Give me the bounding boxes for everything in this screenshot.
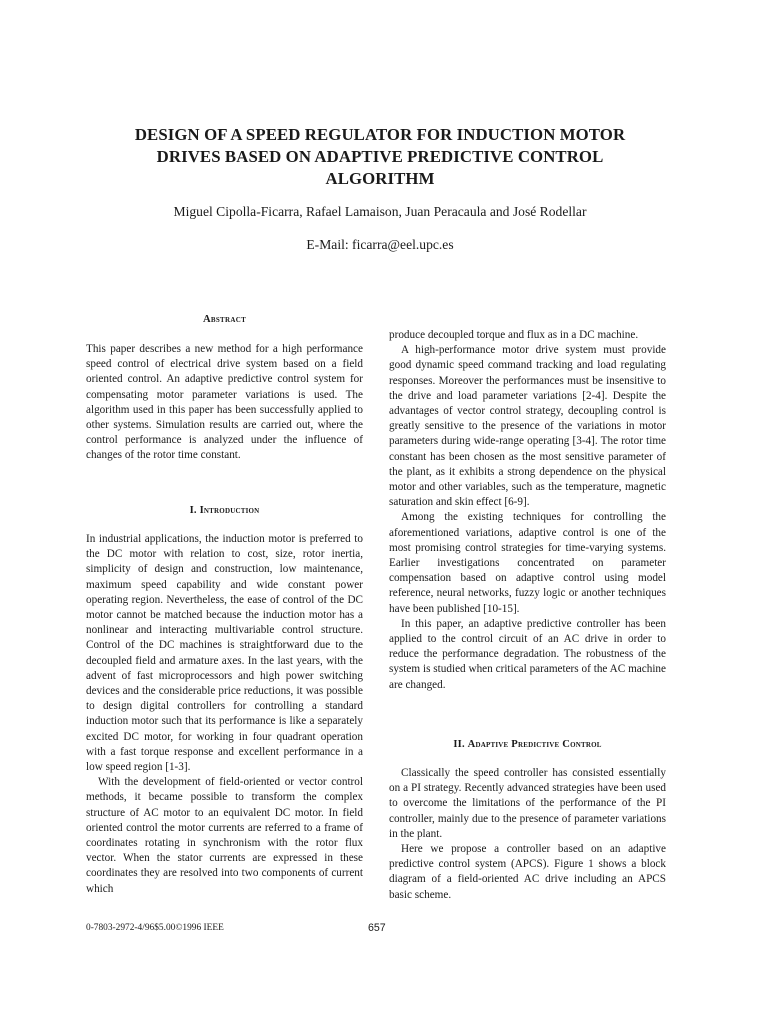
author-list: Miguel Cipolla-Ficarra, Rafael Lamaison, Juan Peracaula and José Rodellar xyxy=(173,204,587,219)
page-number: 657 xyxy=(368,922,386,934)
right-paragraph-4: In this paper, an adaptive predictive controller has been applied to the control circuit of an AC drive in order to reduce the performance degradation. The robustness of the system is studied when critical parameters of the AC machine are changed. xyxy=(389,617,666,691)
section-2-body xyxy=(389,766,666,903)
contact-email: E-Mail: ficarra@eel.upc.es xyxy=(306,237,454,252)
right-paragraph-2: A high-performance motor drive system must provide good dynamic speed command tracking and load regulating responses. Moreover the performances must be insensitive to the drive and load parameter variations [2-4]. Despite the advantages of vector control strategy, decoupling control is greatly sensitive to the presence of the variations in motor parameters during wide-range operating [3-4]. The rotor time constant has been chosen as the most sensitive parameter of the plant, as it exhibits a strong dependence on the physical motor and other variables, such as the temperature, magnetic saturation and skin effect [6-9]. xyxy=(389,344,666,509)
section-1-heading xyxy=(86,503,363,518)
title-line-1: DESIGN OF A SPEED REGULATOR FOR INDUCTION MOTOR xyxy=(134,125,626,144)
abstract-body xyxy=(86,342,363,464)
section-1-body xyxy=(86,532,363,897)
right-paragraph-1: produce decoupled torque and flux as in a DC machine. xyxy=(389,329,639,341)
abstract-heading: Abstract xyxy=(202,314,247,325)
section-2-title: Adaptive Predictive Control xyxy=(467,739,602,750)
section-1-paragraph-2: With the development of field-oriented or vector control methods, it became possible to transform the complex structure of AC motor to an equivalent DC motor. In field oriented control the motor currents are referred to a frame of coordinates rotating in synchronism with the rotor flux vector. When the stator currents are expressed in these coordinates they are resolved into two components of current which xyxy=(86,776,363,895)
section-1-paragraph-1: In industrial applications, the induction motor is preferred to the DC motor with relation to cost, size, rotor inertia, simplicity of design and construction, low maintenance, maximum speed capability and wide constant power operating region. Nevertheless, the ease of control of the DC motor cannot be matched because the induction motor has a nonlinear and interacting multivariable control structure. Control of the DC machines is straightforward due to the decoupled field and armature axes. In the last years, with the advent of fast microprocessors and high power switching devices and the considerable price reductions, it was possible to design digital controllers for controlling a standard induction motor such that its performance is like a separately excited DC motor, for working in four quadrant operation with a fast torque response and excellent performance in a low speed region [1-3]. xyxy=(86,533,363,774)
section-1-number: I. xyxy=(189,505,197,516)
title-line-2: DRIVES BASED ON ADAPTIVE PREDICTIVE CONTROL xyxy=(156,147,604,166)
abstract-text: This paper describes a new method for a high performance speed control of electrical drive system based on a field oriented control. An adaptive predictive control system for compensating motor parameter variations is used. The algorithm used in this paper has been successfully applied to other systems. Simulation results are carried out, where the control performance is analyzed under the influence of changes of the rotor time constant. xyxy=(86,343,363,462)
section-1-title: Introduction xyxy=(199,505,260,516)
right-paragraph-3: Among the existing techniques for controlling the aforementioned variations, adaptive control is one of the most promising control strategies for time-varying systems. Earlier investigations concentrated on parameter compensation based on adaptive control using model reference, neural networks, fuzzy logic or another techniques have been published [10-15]. xyxy=(389,511,666,615)
section-2-heading xyxy=(389,737,666,752)
section-2-paragraph-1: Classically the speed controller has consisted essentially on a PI strategy. Recently advanced strategies have been used to overcome the limitations of the performance of the PI controller, mainly due to the presence of parameter variations in the plant. xyxy=(389,767,666,840)
section-2-number: II. xyxy=(453,739,465,750)
title-line-3: ALGORITHM xyxy=(325,169,435,188)
copyright-notice: 0-7803-2972-4/96$5.00©1996 IEEE xyxy=(86,923,224,933)
section-2-paragraph-2: Here we propose a controller based on an adaptive predictive control system (APCS). Figure 1 shows a block diagram of a field-oriented AC drive including an APCS basic scheme. xyxy=(389,843,666,901)
right-column-intro xyxy=(389,328,666,693)
paper-title xyxy=(80,124,680,190)
